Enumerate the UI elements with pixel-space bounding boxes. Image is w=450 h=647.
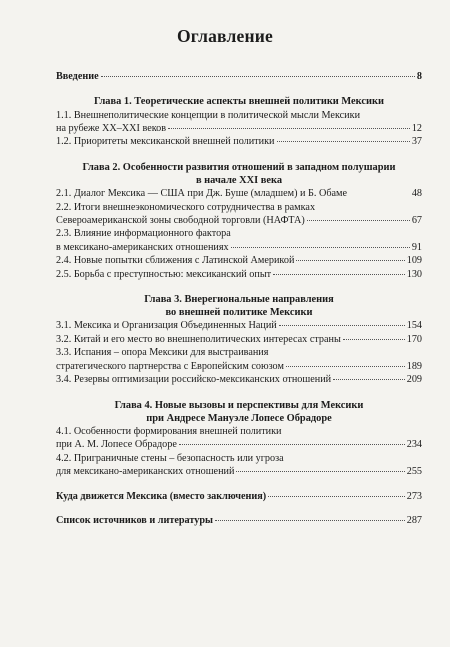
toc-entry (56, 268, 422, 281)
chapter-heading-line: Глава 4. Новые вызовы и перспективы для Мексики (114, 399, 364, 411)
toc-entry-line: 4.1. Особенности формирования внешней политики (56, 425, 282, 437)
toc-entry (56, 319, 422, 332)
dot-leader (307, 220, 410, 221)
toc-entry-introduction (56, 70, 422, 83)
toc-page-number: 91 (411, 241, 422, 253)
dot-leader (168, 128, 410, 129)
dot-leader (279, 325, 405, 326)
toc-page-number: 130 (406, 268, 422, 280)
dot-leader (179, 444, 405, 445)
chapter-heading-line: во внешней политике Мексики (165, 307, 313, 319)
toc-entry-label: 2.5. Борьба с преступностью: мексиканский опыт (56, 268, 272, 280)
dot-leader (333, 379, 405, 380)
toc-entry-bibliography (56, 514, 422, 527)
toc-entry-line: 4.2. Приграничные стены – безопасность или угроза (56, 452, 284, 464)
chapter-heading-line: при Андресе Мануэле Лопесе Обрадоре (146, 412, 332, 424)
dot-leader (101, 76, 415, 77)
dot-leader (273, 274, 405, 275)
toc-entry-label: 1.2. Приоритеты мексиканской внешней политики (56, 136, 275, 148)
toc-entry-line: 3.3. Испания – опора Мексики для выстраивания (56, 347, 269, 359)
toc-page-number: 273 (406, 490, 422, 502)
dot-leader (268, 496, 405, 497)
toc-page-number: 37 (411, 136, 422, 148)
toc-entry (56, 187, 422, 200)
toc-entry (56, 465, 422, 478)
dot-leader (236, 471, 404, 472)
chapter-heading (56, 293, 422, 319)
toc-entry (56, 135, 422, 148)
toc-entry-label: 3.4. Резервы оптимизации российско-мексиканских отношений (56, 374, 332, 386)
toc-entry-label: Североамериканской зоны свободной торговли (НАФТА) (56, 215, 305, 227)
toc-entry (56, 333, 422, 346)
toc-entry-line: 2.2. Итоги внешнеэкономического сотрудничества в рамках (56, 201, 316, 213)
toc-entry (56, 438, 422, 451)
toc-entry (56, 241, 422, 254)
toc-page-number: 234 (406, 439, 422, 451)
toc-entry-label: 2.4. Новые попытки сближения с Латинской Америкой (56, 255, 295, 267)
dot-leader (296, 260, 404, 261)
toc-page-number: 12 (411, 123, 422, 135)
toc-page-number: 67 (411, 215, 422, 227)
toc-entry-label: 3.1. Мексика и Организация Объединенных Наций (56, 320, 277, 332)
dot-leader (231, 247, 410, 248)
toc-page-number: 109 (406, 255, 422, 267)
toc-entry-label: Введение (56, 71, 99, 82)
toc-page-number: 287 (406, 514, 422, 526)
toc-entry (56, 214, 422, 227)
toc-page-number: 154 (406, 320, 422, 332)
toc-entry-label: стратегического партнерства с Европейским союзом (56, 360, 284, 372)
dot-leader (215, 520, 405, 521)
table-of-contents (56, 70, 422, 527)
toc-entry (56, 360, 422, 373)
toc-page-number: 170 (406, 333, 422, 345)
dot-leader (277, 141, 410, 142)
dot-leader (286, 366, 405, 367)
chapter-heading-line: Глава 2. Особенности развития отношений в западном полушарии (82, 161, 396, 173)
dot-leader (343, 339, 405, 340)
toc-entry (56, 122, 422, 135)
page-title: Оглавление (177, 26, 273, 46)
toc-entry-conclusion (56, 490, 422, 503)
toc-entry (56, 254, 422, 267)
toc-page-number: 255 (406, 466, 422, 478)
toc-entry-label: Куда движется Мексика (вместо заключения) (56, 490, 267, 502)
toc-entry-label: в мексикано-американских отношениях (56, 241, 229, 253)
toc-entry-label: для мексикано-американских отношений (56, 466, 235, 478)
toc-entry-label: 3.2. Китай и его место во внешнеполитических интересах страны (56, 333, 341, 345)
toc-entry-label: на рубеже XX–XXI веков (56, 123, 167, 135)
chapter-heading-line: Глава 3. Внерегиональные направления (144, 294, 334, 306)
toc-entry-line: 2.3. Влияние информационного фактора (56, 228, 231, 240)
toc-entry-line: 1.1. Внешнеполитические концепции в политической мысли Мексики (56, 109, 361, 121)
chapter-heading-line: Глава 1. Теоретические аспекты внешней политики Мексики (94, 96, 384, 108)
toc-entry (56, 373, 422, 386)
toc-entry-label: при А. М. Лопесе Обрадоре (56, 439, 177, 451)
toc-page-number: 209 (406, 374, 422, 386)
toc-page-number: 48 (411, 188, 422, 200)
chapter-heading-line: в начале XXI века (195, 175, 283, 187)
chapter-heading (56, 95, 422, 108)
chapter-heading (56, 399, 422, 425)
toc-entry-label: Список источников и литературы (56, 514, 213, 526)
toc-page-number: 8 (416, 71, 422, 82)
chapter-heading (56, 161, 422, 187)
toc-entry-label: 2.1. Диалог Мексика — США при Дж. Буше (младшем) и Б. Обаме (56, 188, 348, 200)
toc-page-number: 189 (406, 360, 422, 372)
dot-leader (349, 193, 410, 194)
